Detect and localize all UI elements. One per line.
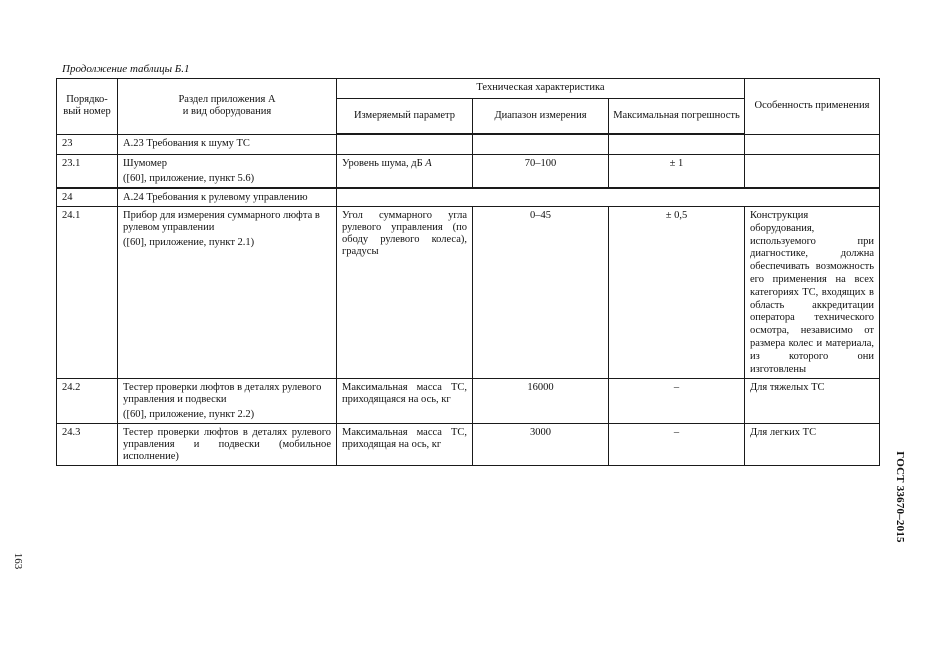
row-error: ± 0,5: [609, 207, 745, 379]
table-caption: Продолжение таблицы Б.1: [62, 63, 190, 75]
page-number: 163: [12, 552, 24, 570]
header-feature: Особенность применения: [745, 79, 880, 135]
header-range: Диапазон измерения: [473, 99, 609, 135]
row-equipment: Тестер проверки люфтов в деталях рулевого управления и подвески (мобильное исполнение): [118, 424, 337, 466]
table-row-24-3: [57, 424, 880, 466]
header-row-top: [57, 79, 880, 99]
header-section-line2: и вид оборудования: [182, 106, 272, 118]
row-section-title: А.23 Требования к шуму ТС: [118, 134, 337, 155]
row-number: 23.1: [57, 155, 118, 189]
table-row-24-1: [57, 207, 880, 379]
row-feature: Для легких ТС: [745, 424, 880, 466]
param-unit: А: [425, 158, 432, 169]
row-number: 24.2: [57, 379, 118, 424]
row-range: 70–100: [473, 155, 609, 189]
table-row-24-2: [57, 379, 880, 424]
row-empty-cell: [337, 134, 473, 155]
row-param: [337, 155, 473, 189]
row-range: 16000: [473, 379, 609, 424]
row-range: 0–45: [473, 207, 609, 379]
row-error: –: [609, 379, 745, 424]
equipment-reference: ([60], приложение, пункт 5.6): [123, 173, 255, 184]
row-equipment: [118, 207, 337, 379]
header-tech-characteristics: Техническая характеристика: [337, 79, 745, 99]
row-equipment: [118, 379, 337, 424]
row-empty-cell: [745, 134, 880, 155]
row-param: Максимальная масса ТС, приходящаяся на ось, кг: [337, 379, 473, 424]
header-section-line1: Раздел приложения А: [178, 94, 276, 106]
equipment-name: Прибор для измерения суммарного люфта в рулевом управлении: [123, 210, 320, 233]
row-empty-cell: [473, 134, 609, 155]
row-number: 24.3: [57, 424, 118, 466]
row-feature: [745, 155, 880, 189]
standard-designation: ГОСТ 33670–2015: [894, 451, 906, 543]
row-section-title: А.24 Требования к рулевому управлению: [118, 188, 337, 207]
param-text: Уровень шума, дБ: [342, 158, 423, 169]
equipment-table: [56, 78, 880, 466]
table-row-24: [57, 188, 880, 207]
row-equipment: [118, 155, 337, 189]
row-param: Максимальная масса ТС, приходящая на ось, кг: [337, 424, 473, 466]
equipment-name: Шумомер: [123, 158, 167, 169]
row-error: ± 1: [609, 155, 745, 189]
row-empty-cell: [609, 134, 745, 155]
header-order-number: Порядко-вый номер: [57, 79, 118, 135]
row-feature: Конструкция оборудования, используемого при диагностике, должна обеспечивать возможность его применения на всех категориях ТС, входящих в область аккредитации оператора технического осмотра, независимо от размера колес и материала, из которого они изготовлены: [745, 207, 880, 379]
row-param: Угол суммарного угла рулевого управления (по ободу рулевого колеса), градусы: [337, 207, 473, 379]
row-feature: Для тяжелых ТС: [745, 379, 880, 424]
header-param: Измеряемый параметр: [337, 99, 473, 135]
row-number: 24: [57, 188, 118, 207]
header-error: Максимальная погрешность: [609, 99, 745, 135]
equipment-name: Тестер проверки люфтов в деталях рулевого управления и подвески: [123, 382, 322, 406]
row-number: 24.1: [57, 207, 118, 379]
table-row-23-1: [57, 155, 880, 189]
equipment-reference: ([60], приложение, пункт 2.2): [123, 409, 255, 421]
row-range: 3000: [473, 424, 609, 466]
row-number: 23: [57, 134, 118, 155]
header-section: [118, 79, 337, 135]
equipment-reference: ([60], приложение, пункт 2.1): [123, 237, 255, 248]
row-empty-span: [337, 188, 880, 207]
table-row-23: [57, 134, 880, 155]
row-error: –: [609, 424, 745, 466]
